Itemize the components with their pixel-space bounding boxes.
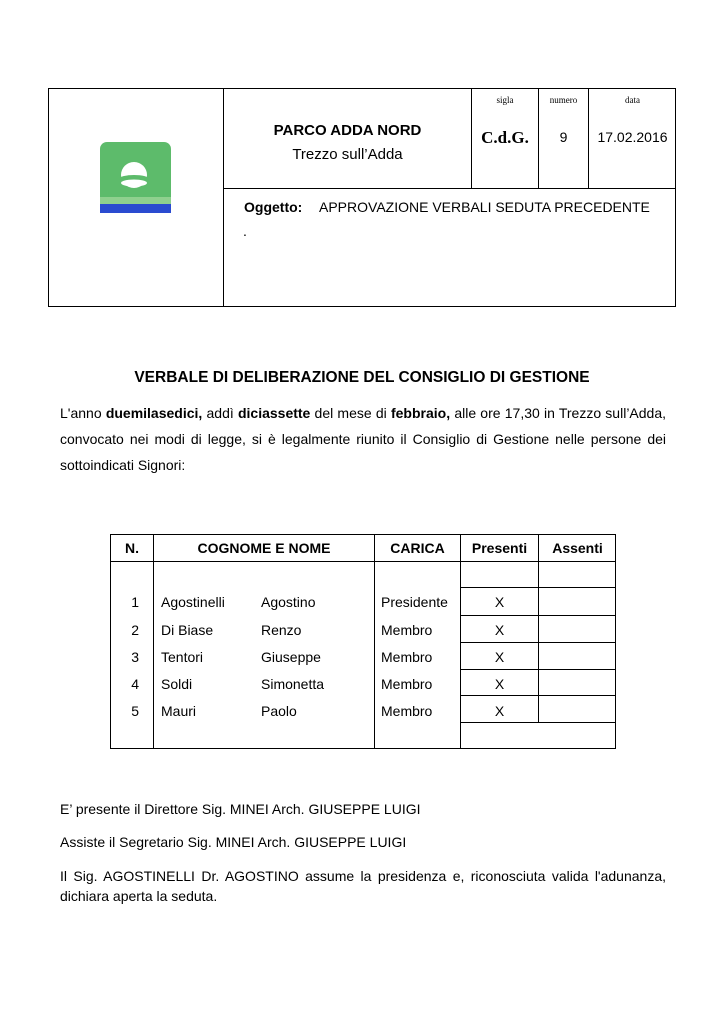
row-number: 3 <box>131 649 139 665</box>
subject-extra: . <box>243 223 247 239</box>
member-first-name: Simonetta <box>261 676 325 692</box>
intro-text-4: alle ore 17,30 in Trezzo sull’Adda, convocato nei modi di legge, si è legalmente riunito il Consiglio di Gestione nelle persone dei sottoindicati Signori: <box>60 405 667 473</box>
intro-paragraph <box>60 400 666 478</box>
member-first-name: Agostino <box>261 594 316 610</box>
sigla-value: C.d.G. <box>481 128 529 147</box>
divider <box>223 188 676 189</box>
present-mark: X <box>494 622 505 638</box>
divider <box>460 642 616 643</box>
present-mark: X <box>494 676 505 692</box>
intro-month: febbraio, <box>390 405 451 421</box>
presidency-line: Il Sig. AGOSTINELLI Dr. AGOSTINO assume la presidenza e, riconosciuta valida l'adunanza, dichiara aperta la seduta. <box>60 868 666 904</box>
row-number: 4 <box>131 676 139 692</box>
data-label: data <box>625 95 640 105</box>
row-number: 2 <box>131 622 139 638</box>
col-header-absent: Assenti <box>552 540 603 556</box>
member-first-name: Giuseppe <box>261 649 321 665</box>
col-header-n: N. <box>125 540 139 556</box>
member-surname: Mauri <box>161 703 197 719</box>
member-surname: Soldi <box>161 676 193 692</box>
member-role: Membro <box>381 622 433 638</box>
sigla-label: sigla <box>496 95 514 105</box>
intro-text-2: addì <box>202 405 238 421</box>
document-title: VERBALE DI DELIBERAZIONE DEL CONSIGLIO DI GESTIONE <box>134 369 590 386</box>
intro-text-3: del mese di <box>310 405 391 421</box>
member-surname: Agostinelli <box>161 594 225 610</box>
subject-text: APPROVAZIONE VERBALI SEDUTA PRECEDENTE <box>319 199 650 215</box>
member-role: Membro <box>381 703 433 719</box>
divider <box>153 535 154 749</box>
member-surname: Di Biase <box>161 622 214 638</box>
present-mark: X <box>494 703 505 719</box>
park-logo <box>100 142 171 213</box>
header-box <box>48 88 676 307</box>
member-first-name: Paolo <box>261 703 297 719</box>
row-number: 1 <box>131 594 139 610</box>
divider <box>538 535 539 722</box>
divider <box>111 561 616 562</box>
intro-day: diciassette <box>237 405 311 421</box>
numero-value: 9 <box>559 129 568 145</box>
present-mark: X <box>494 649 505 665</box>
divider <box>460 587 616 588</box>
divider <box>460 615 616 616</box>
col-header-present: Presenti <box>471 540 528 556</box>
divider <box>460 722 616 723</box>
org-name: PARCO ADDA NORD <box>273 122 422 139</box>
data-value: 17.02.2016 <box>597 129 668 145</box>
row-number: 5 <box>131 703 139 719</box>
director-line: E’ presente il Direttore Sig. MINEI Arch. GIUSEPPE LUIGI <box>60 801 421 817</box>
divider <box>374 535 375 749</box>
secretary-line: Assiste il Segretario Sig. MINEI Arch. GIUSEPPE LUIGI <box>60 834 407 850</box>
present-mark: X <box>494 594 505 610</box>
member-role: Presidente <box>381 594 448 610</box>
member-surname: Tentori <box>161 649 204 665</box>
attendance-table <box>110 534 616 749</box>
numero-label: numero <box>549 95 578 105</box>
org-city: Trezzo sull’Adda <box>292 146 403 163</box>
subject-label: Oggetto: <box>244 199 303 215</box>
col-header-name: COGNOME E NOME <box>197 540 331 556</box>
divider <box>460 695 616 696</box>
col-header-role: CARICA <box>390 540 445 556</box>
intro-text-1: L'anno <box>60 405 106 421</box>
member-role: Membro <box>381 649 433 665</box>
member-first-name: Renzo <box>261 622 302 638</box>
member-role: Membro <box>381 676 433 692</box>
divider <box>460 669 616 670</box>
intro-year: duemilasedici, <box>105 405 203 421</box>
